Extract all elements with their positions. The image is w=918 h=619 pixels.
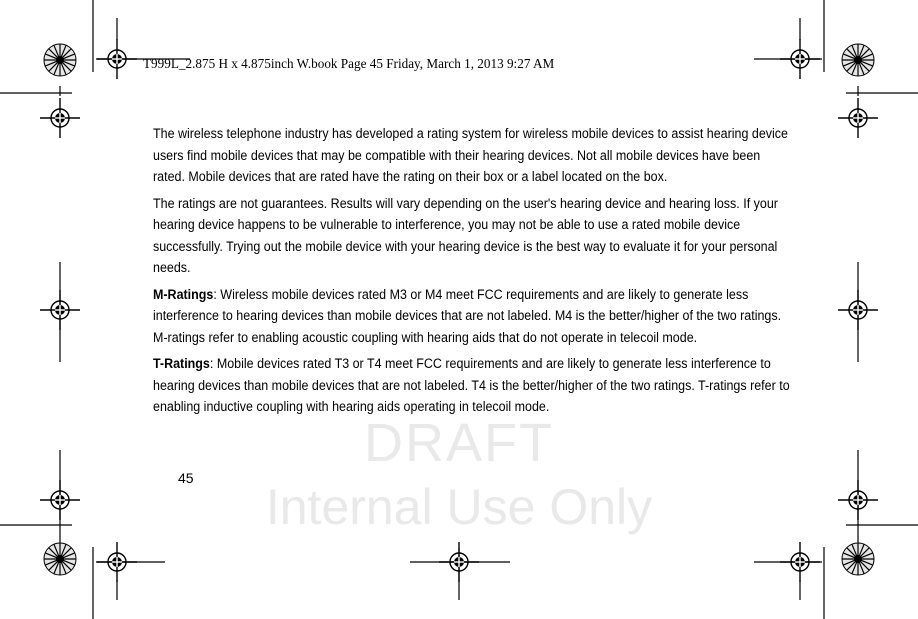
paragraph-t-ratings (153, 354, 793, 419)
print-header: T999L_2.875 H x 4.875inch W.book Page 45 Friday, March 1, 2013 9:27 AM (143, 56, 555, 71)
paragraph-intro: The wireless telephone industry has developed a rating system for wireless mobile devices to assist hearing device users find mobile devices that may be compatible with their hearing devices. Not all mobile devices have been rated. Mobile devices that are rated have the rating on their box or a label located on the box. (153, 126, 788, 185)
term-t-ratings: T-Ratings (153, 356, 210, 372)
term-m-ratings: M-Ratings (153, 286, 214, 303)
paragraph-guarantees: The ratings are not guarantees. Results will vary depending on the user's hearing device and hearing loss. If your hearing device happens to be vulnerable to interference, you may not be able to use a rated mobile device successfully. Trying out the mobile device with your hearing device is the best way to evaluate it for your personal needs. (153, 195, 778, 276)
paragraph-m-ratings (153, 285, 793, 350)
watermark-internal-use: Internal Use Only (265, 479, 653, 535)
watermark-draft: DRAFT (364, 413, 554, 473)
t-ratings-text: : Mobile devices rated T3 or T4 meet FCC requirements and are likely to generate less interference to hearing devices than mobile devices that are not labeled. T4 is the better/higher of the two ratings. T-ratings refer to enabling inductive coupling with hearing aids operating in telecoil mode. (153, 356, 790, 415)
m-ratings-text: : Wireless mobile devices rated M3 or M4 meet FCC requirements and are likely to generate less interference to hearing devices than mobile devices that are not labeled. M4 is the better/higher of the two ratings. M-ratings refer to enabling acoustic coupling with hearing aids that do not operate in telecoil mode. (153, 286, 782, 346)
page-body (153, 124, 793, 424)
page-number: 45 (178, 470, 194, 486)
